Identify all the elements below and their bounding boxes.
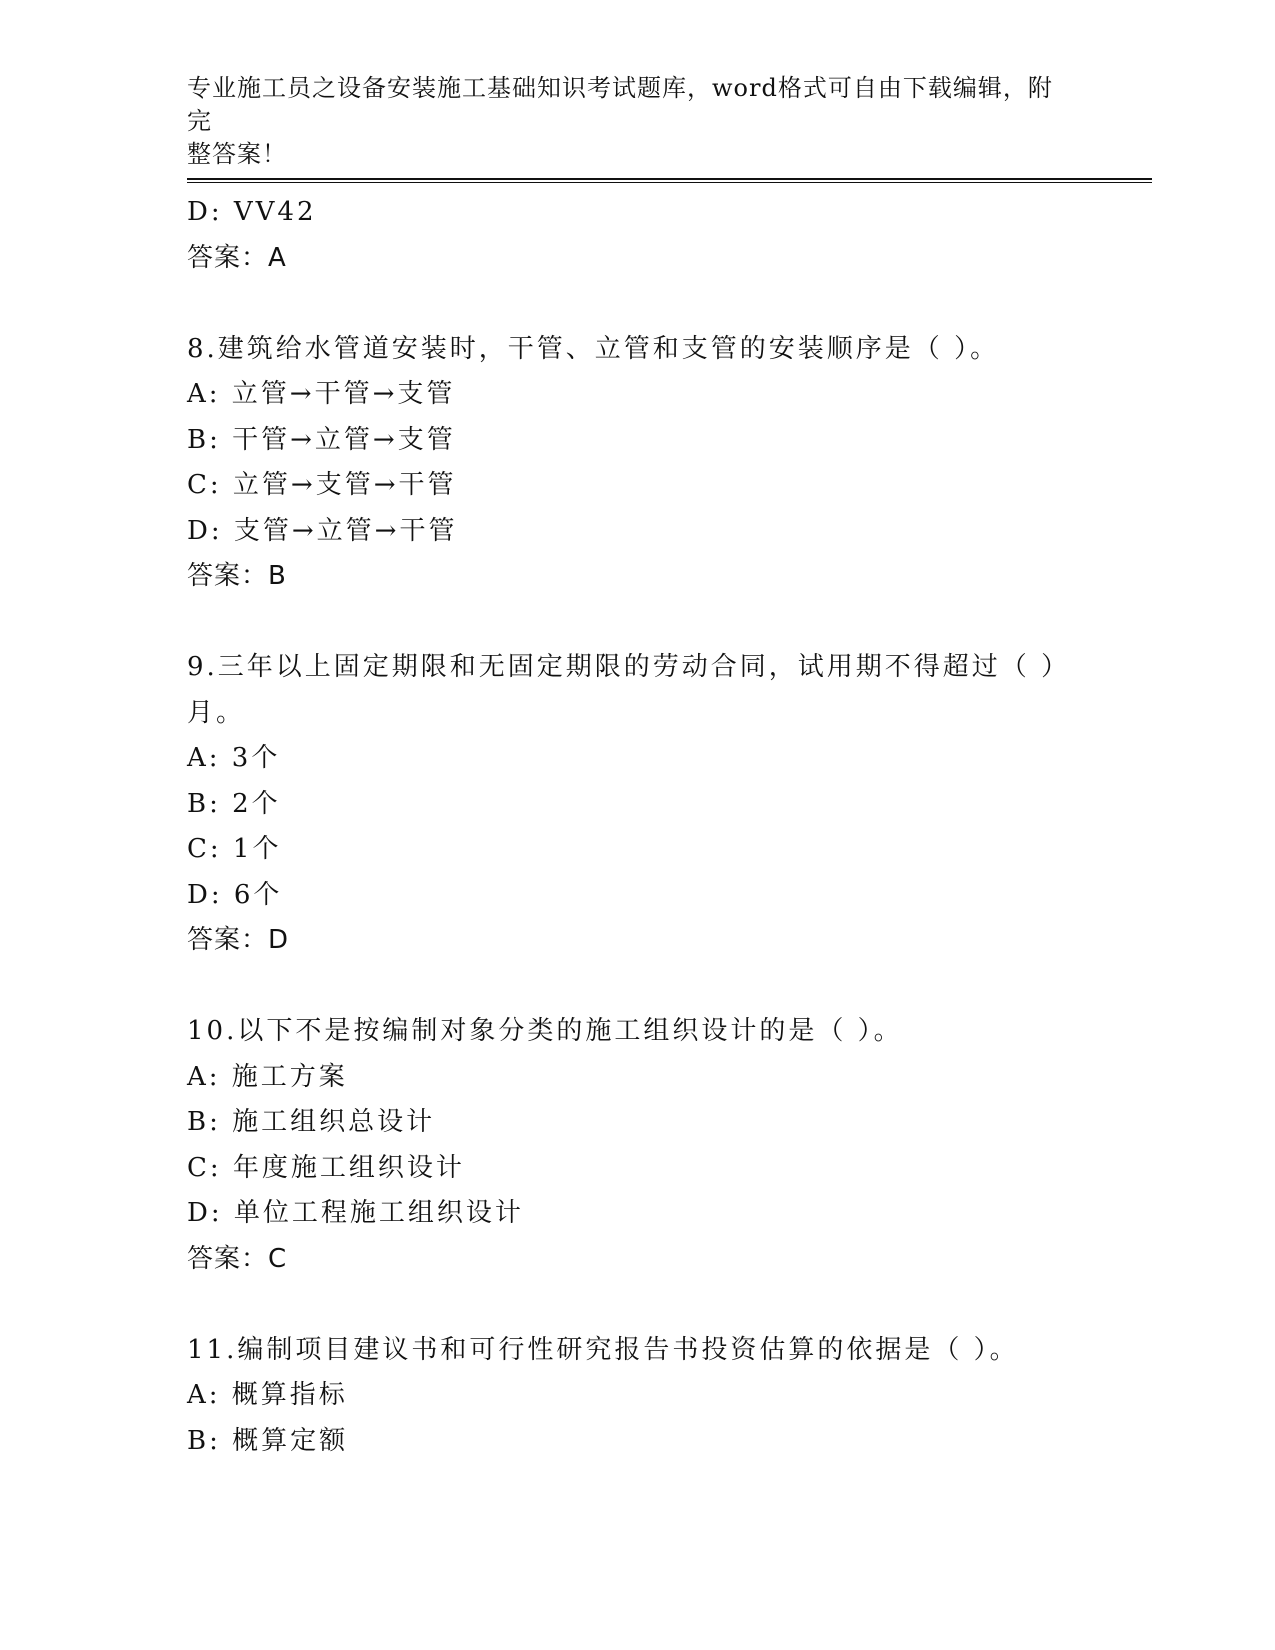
option-c: C: 1个 [187, 834, 282, 864]
header-divider-thick [187, 178, 1152, 180]
option-d: D: VV42 [187, 197, 317, 227]
question-stem-line-1: 9.三年以上固定期限和无固定期限的劳动合同，试用期不得超过（ ） [187, 652, 1071, 682]
question-stem: 11.编制项目建议书和可行性研究报告书投资估算的依据是（ ）。 [187, 1334, 1019, 1365]
option-d: D: 单位工程施工组织设计 [187, 1198, 524, 1228]
question-stem-line-2: 月。 [187, 697, 246, 728]
option-d: D: 6个 [187, 879, 283, 910]
header-line-2: 整答案！ [187, 140, 287, 168]
spacer [187, 281, 1087, 327]
spacer [187, 964, 1087, 1010]
question-9 [187, 645, 1087, 964]
option-b: B: 干管→立管→支管 [187, 424, 456, 455]
question-list [187, 190, 1087, 1464]
option-a: A: 概算指标 [187, 1380, 348, 1410]
option-d: D: 支管→立管→干管 [187, 515, 458, 546]
question-stem: 8.建筑给水管道安装时，干管、立管和支管的安装顺序是（ ）。 [187, 333, 1000, 364]
option-c: C: 年度施工组织设计 [187, 1152, 465, 1183]
option-b: B: 2个 [187, 788, 281, 819]
question-stem: 10.以下不是按编制对象分类的施工组织设计的是（ ）。 [187, 1016, 903, 1046]
question-8 [187, 327, 1087, 600]
question-7-tail [187, 190, 1087, 281]
document-header [187, 72, 1067, 171]
option-a: A: 3个 [187, 743, 281, 773]
option-a: A: 施工方案 [187, 1061, 348, 1092]
answer-line: 答案：A [187, 242, 287, 273]
option-b: B: 施工组织总设计 [187, 1107, 436, 1137]
question-10 [187, 1009, 1087, 1282]
answer-line: 答案：D [187, 925, 290, 955]
answer-line: 答案：B [187, 561, 287, 591]
option-a: A: 立管→干管→支管 [187, 379, 456, 409]
spacer [187, 1282, 1087, 1328]
spacer [187, 600, 1087, 646]
question-11 [187, 1328, 1087, 1465]
header-divider-thin [187, 182, 1152, 183]
answer-line: 答案：C [187, 1243, 288, 1274]
option-b: B: 概算定额 [187, 1425, 349, 1456]
header-line-1: 专业施工员之设备安装施工基础知识考试题库，word格式可自由下载编辑，附完 [187, 74, 1053, 135]
option-c: C: 立管→支管→干管 [187, 470, 457, 500]
